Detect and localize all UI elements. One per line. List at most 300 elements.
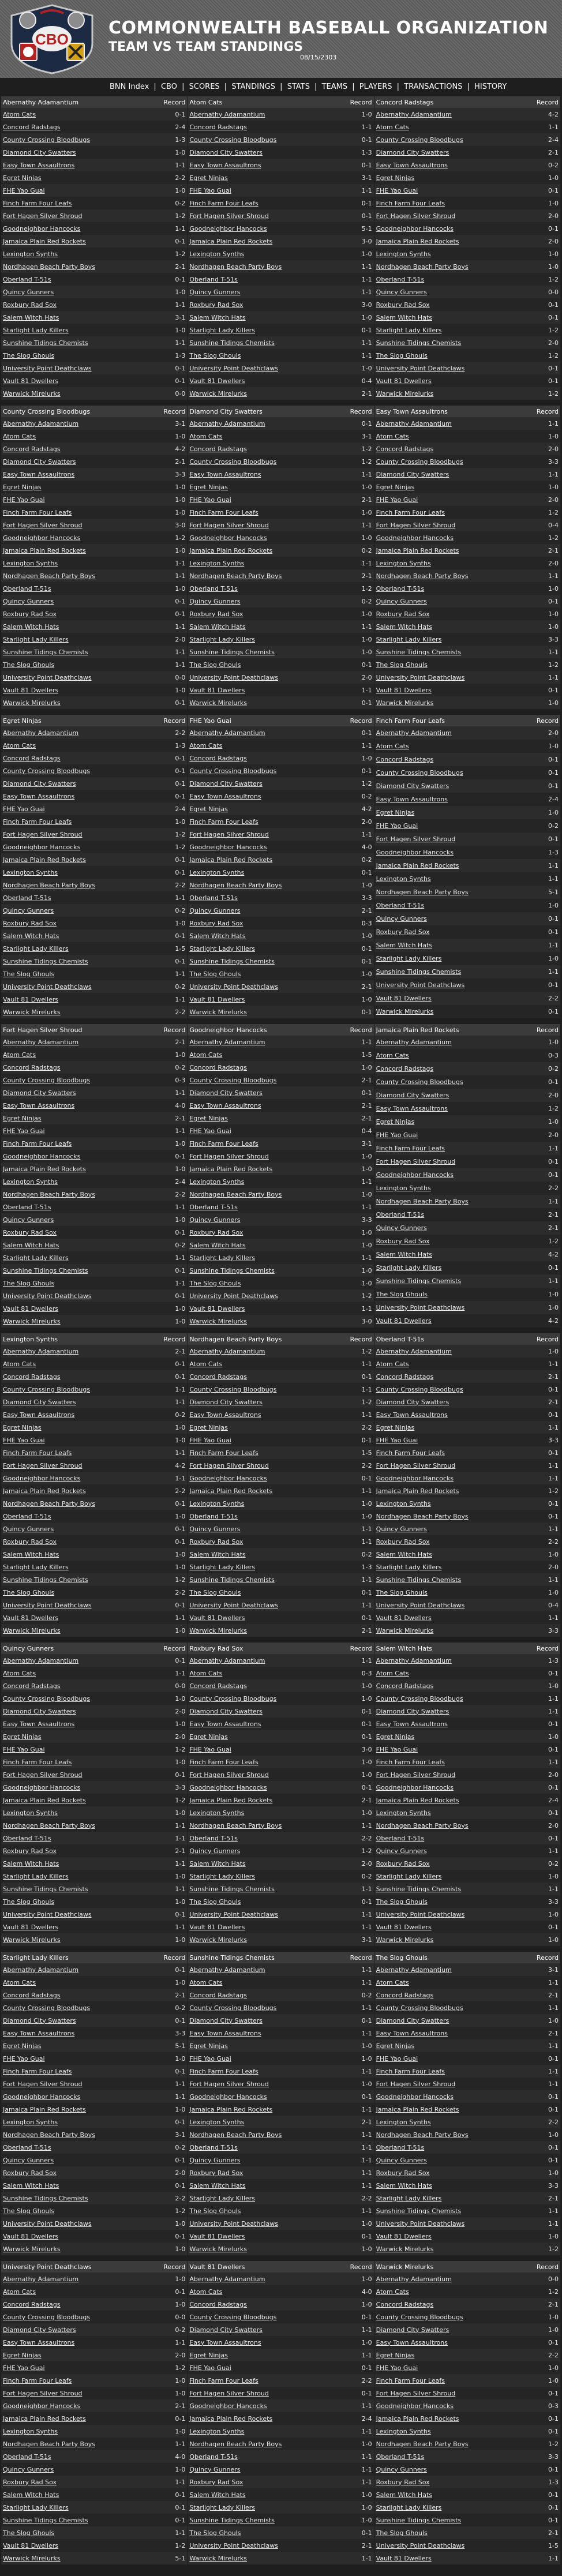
opponent-link[interactable]: Roxbury Rad Sox xyxy=(188,2166,335,2179)
opponent-link[interactable]: Concord Radstags xyxy=(1,1679,148,1692)
opponent-link[interactable]: Atom Cats xyxy=(374,1049,522,1062)
opponent-link[interactable]: Quincy Gunners xyxy=(188,1844,335,1857)
opponent-link[interactable]: Abernathy Adamantium xyxy=(188,726,335,739)
opponent-link[interactable]: Sunshine Tidings Chemists xyxy=(374,2204,522,2217)
opponent-link[interactable]: Easy Town Assaultrons xyxy=(188,468,335,481)
opponent-link[interactable]: Salem Witch Hats xyxy=(1,2488,148,2501)
opponent-link[interactable]: Warwick Mirelurks xyxy=(374,1624,522,1637)
opponent-link[interactable]: Oberland T-51s xyxy=(188,1510,335,1523)
opponent-link[interactable]: Diamond City Swatters xyxy=(188,777,335,790)
opponent-link[interactable]: Atom Cats xyxy=(374,1667,522,1679)
opponent-link[interactable]: Oberland T-51s xyxy=(374,2141,522,2154)
opponent-link[interactable]: Finch Farm Four Leafs xyxy=(188,197,335,209)
opponent-link[interactable]: Quincy Gunners xyxy=(1,2463,148,2476)
opponent-link[interactable]: Easy Town Assaultrons xyxy=(188,2336,335,2349)
opponent-link[interactable]: Goodneighbor Hancocks xyxy=(1,1150,148,1163)
opponent-link[interactable]: Roxbury Rad Sox xyxy=(374,1235,522,1248)
opponent-link[interactable]: Diamond City Swatters xyxy=(374,1089,522,1102)
opponent-link[interactable]: Finch Farm Four Leafs xyxy=(1,1446,148,1459)
opponent-link[interactable]: FHE Yao Guai xyxy=(374,1434,522,1446)
opponent-link[interactable]: Lexington Synths xyxy=(374,248,522,260)
opponent-link[interactable]: Vault 81 Dwellers xyxy=(374,1611,522,1624)
opponent-link[interactable]: County Crossing Bloodbugs xyxy=(374,2001,522,2014)
opponent-link[interactable]: Diamond City Swatters xyxy=(188,2323,335,2336)
nav-link-players[interactable]: PLAYERS xyxy=(359,83,392,91)
opponent-link[interactable]: The Slog Ghouls xyxy=(188,349,335,362)
opponent-link[interactable]: Warwick Mirelurks xyxy=(1,2243,148,2255)
opponent-link[interactable]: Jamaica Plain Red Rockets xyxy=(1,1163,148,1175)
opponent-link[interactable]: Egret Ninjas xyxy=(374,1730,522,1743)
opponent-link[interactable]: Salem Witch Hats xyxy=(1,1857,148,1870)
opponent-link[interactable]: The Slog Ghouls xyxy=(374,1586,522,1599)
opponent-link[interactable]: Warwick Mirelurks xyxy=(1,1315,148,1328)
opponent-link[interactable]: Starlight Lady Killers xyxy=(1,1251,148,1264)
opponent-link[interactable]: Nordhagen Beach Party Boys xyxy=(1,1188,148,1201)
opponent-link[interactable]: Egret Ninjas xyxy=(374,1115,522,1128)
opponent-link[interactable]: County Crossing Bloodbugs xyxy=(188,2311,335,2323)
opponent-link[interactable]: University Point Deathclaws xyxy=(374,671,522,684)
opponent-link[interactable]: FHE Yao Guai xyxy=(188,1434,335,1446)
opponent-link[interactable]: Vault 81 Dwellers xyxy=(188,2230,335,2243)
opponent-link[interactable]: Concord Radstags xyxy=(188,1370,335,1383)
opponent-link[interactable]: FHE Yao Guai xyxy=(188,184,335,197)
opponent-link[interactable]: Starlight Lady Killers xyxy=(374,952,522,965)
opponent-link[interactable]: Abernathy Adamantium xyxy=(1,417,148,430)
opponent-link[interactable]: County Crossing Bloodbugs xyxy=(1,764,148,777)
opponent-link[interactable]: FHE Yao Guai xyxy=(374,2052,522,2065)
opponent-link[interactable]: FHE Yao Guai xyxy=(188,2361,335,2374)
opponent-link[interactable]: Roxbury Rad Sox xyxy=(374,2476,522,2488)
opponent-link[interactable]: Easy Town Assaultrons xyxy=(1,2336,148,2349)
opponent-link[interactable]: Starlight Lady Killers xyxy=(1,942,148,955)
opponent-link[interactable]: Jamaica Plain Red Rockets xyxy=(374,1484,522,1497)
opponent-link[interactable]: Atom Cats xyxy=(374,740,522,753)
nav-link-history[interactable]: HISTORY xyxy=(474,83,507,91)
opponent-link[interactable]: Lexington Synths xyxy=(188,1175,335,1188)
opponent-link[interactable]: Concord Radstags xyxy=(374,1679,522,1692)
opponent-link[interactable]: Quincy Gunners xyxy=(374,595,522,608)
opponent-link[interactable]: Atom Cats xyxy=(1,739,148,752)
opponent-link[interactable]: Sunshine Tidings Chemists xyxy=(188,336,335,349)
opponent-link[interactable]: Quincy Gunners xyxy=(374,1221,522,1235)
opponent-link[interactable]: Concord Radstags xyxy=(1,1061,148,1074)
opponent-link[interactable]: Warwick Mirelurks xyxy=(188,696,335,709)
opponent-link[interactable]: Diamond City Swatters xyxy=(374,2323,522,2336)
opponent-link[interactable]: County Crossing Bloodbugs xyxy=(188,2001,335,2014)
opponent-link[interactable]: Fort Hagen Silver Shroud xyxy=(374,1155,522,1168)
opponent-link[interactable]: The Slog Ghouls xyxy=(1,1895,148,1908)
opponent-link[interactable]: Atom Cats xyxy=(188,1048,335,1061)
opponent-link[interactable]: Fort Hagen Silver Shroud xyxy=(188,2387,335,2399)
opponent-link[interactable]: Salem Witch Hats xyxy=(1,620,148,633)
opponent-link[interactable]: Warwick Mirelurks xyxy=(1,696,148,709)
opponent-link[interactable]: Starlight Lady Killers xyxy=(188,1870,335,1883)
opponent-link[interactable]: The Slog Ghouls xyxy=(374,2526,522,2539)
opponent-link[interactable]: County Crossing Bloodbugs xyxy=(374,133,522,146)
opponent-link[interactable]: Goodneighbor Hancocks xyxy=(188,2090,335,2103)
opponent-link[interactable]: Vault 81 Dwellers xyxy=(374,2552,522,2564)
opponent-link[interactable]: Oberland T-51s xyxy=(1,1832,148,1844)
opponent-link[interactable]: Jamaica Plain Red Rockets xyxy=(188,544,335,557)
opponent-link[interactable]: University Point Deathclaws xyxy=(374,1301,522,1314)
opponent-link[interactable]: Egret Ninjas xyxy=(374,1421,522,1434)
opponent-link[interactable]: Warwick Mirelurks xyxy=(374,696,522,709)
opponent-link[interactable]: Quincy Gunners xyxy=(188,286,335,298)
opponent-link[interactable]: The Slog Ghouls xyxy=(374,1895,522,1908)
opponent-link[interactable]: University Point Deathclaws xyxy=(188,1908,335,1921)
opponent-link[interactable]: FHE Yao Guai xyxy=(1,2361,148,2374)
opponent-link[interactable]: FHE Yao Guai xyxy=(188,1124,335,1137)
opponent-link[interactable]: Concord Radstags xyxy=(1,121,148,133)
opponent-link[interactable]: University Point Deathclaws xyxy=(1,1908,148,1921)
opponent-link[interactable]: Nordhagen Beach Party Boys xyxy=(1,260,148,273)
opponent-link[interactable]: University Point Deathclaws xyxy=(374,1599,522,1611)
opponent-link[interactable]: Quincy Gunners xyxy=(188,2154,335,2166)
opponent-link[interactable]: Fort Hagen Silver Shroud xyxy=(374,209,522,222)
opponent-link[interactable]: Egret Ninjas xyxy=(1,481,148,493)
opponent-link[interactable]: Jamaica Plain Red Rockets xyxy=(188,2412,335,2425)
opponent-link[interactable]: Finch Farm Four Leafs xyxy=(188,506,335,519)
opponent-link[interactable]: University Point Deathclaws xyxy=(188,2217,335,2230)
opponent-link[interactable]: Salem Witch Hats xyxy=(188,620,335,633)
opponent-link[interactable]: Goodneighbor Hancocks xyxy=(1,1781,148,1794)
opponent-link[interactable]: Vault 81 Dwellers xyxy=(374,1921,522,1933)
opponent-link[interactable]: Quincy Gunners xyxy=(1,1213,148,1226)
opponent-link[interactable]: Sunshine Tidings Chemists xyxy=(188,1883,335,1895)
opponent-link[interactable]: Lexington Synths xyxy=(374,1182,522,1195)
opponent-link[interactable]: Abernathy Adamantium xyxy=(188,1036,335,1048)
opponent-link[interactable]: Diamond City Swatters xyxy=(188,1396,335,1408)
opponent-link[interactable]: Egret Ninjas xyxy=(188,1112,335,1124)
opponent-link[interactable]: Atom Cats xyxy=(188,1358,335,1370)
opponent-link[interactable]: Sunshine Tidings Chemists xyxy=(1,2192,148,2204)
opponent-link[interactable]: Atom Cats xyxy=(188,430,335,443)
opponent-link[interactable]: Lexington Synths xyxy=(188,1497,335,1510)
opponent-link[interactable]: Concord Radstags xyxy=(188,2298,335,2311)
opponent-link[interactable]: Concord Radstags xyxy=(188,1061,335,1074)
opponent-link[interactable]: Nordhagen Beach Party Boys xyxy=(1,569,148,582)
opponent-link[interactable]: Fort Hagen Silver Shroud xyxy=(188,209,335,222)
opponent-link[interactable]: Starlight Lady Killers xyxy=(374,2501,522,2514)
opponent-link[interactable]: The Slog Ghouls xyxy=(1,1277,148,1289)
opponent-link[interactable]: Oberland T-51s xyxy=(188,1201,335,1213)
opponent-link[interactable]: Quincy Gunners xyxy=(374,2154,522,2166)
opponent-link[interactable]: Oberland T-51s xyxy=(188,273,335,286)
opponent-link[interactable]: Diamond City Swatters xyxy=(374,779,522,793)
opponent-link[interactable]: Salem Witch Hats xyxy=(374,620,522,633)
opponent-link[interactable]: Easy Town Assaultrons xyxy=(1,1718,148,1730)
opponent-link[interactable]: Diamond City Swatters xyxy=(374,1396,522,1408)
opponent-link[interactable]: County Crossing Bloodbugs xyxy=(188,764,335,777)
opponent-link[interactable]: Goodneighbor Hancocks xyxy=(374,2090,522,2103)
opponent-link[interactable]: Easy Town Assaultrons xyxy=(374,793,522,806)
opponent-link[interactable]: Sunshine Tidings Chemists xyxy=(374,1274,522,1288)
opponent-link[interactable]: Abernathy Adamantium xyxy=(188,2273,335,2285)
opponent-link[interactable]: Starlight Lady Killers xyxy=(188,942,335,955)
opponent-link[interactable]: Goodneighbor Hancocks xyxy=(188,1472,335,1484)
opponent-link[interactable]: The Slog Ghouls xyxy=(1,968,148,980)
opponent-link[interactable]: County Crossing Bloodbugs xyxy=(374,2311,522,2323)
opponent-link[interactable]: Atom Cats xyxy=(188,1976,335,1989)
opponent-link[interactable]: Lexington Synths xyxy=(1,248,148,260)
opponent-link[interactable]: FHE Yao Guai xyxy=(1,803,148,815)
opponent-link[interactable]: Sunshine Tidings Chemists xyxy=(374,1883,522,1895)
opponent-link[interactable]: University Point Deathclaws xyxy=(1,1289,148,1302)
opponent-link[interactable]: Concord Radstags xyxy=(1,2298,148,2311)
opponent-link[interactable]: Easy Town Assaultrons xyxy=(188,2027,335,2039)
opponent-link[interactable]: Nordhagen Beach Party Boys xyxy=(188,2438,335,2450)
opponent-link[interactable]: Oberland T-51s xyxy=(1,1201,148,1213)
opponent-link[interactable]: Abernathy Adamantium xyxy=(374,1036,522,1049)
opponent-link[interactable]: Finch Farm Four Leafs xyxy=(1,2065,148,2078)
opponent-link[interactable]: Jamaica Plain Red Rockets xyxy=(188,2103,335,2116)
opponent-link[interactable]: Atom Cats xyxy=(1,1358,148,1370)
opponent-link[interactable]: Starlight Lady Killers xyxy=(374,633,522,646)
opponent-link[interactable]: Vault 81 Dwellers xyxy=(188,1302,335,1315)
opponent-link[interactable]: Quincy Gunners xyxy=(188,2463,335,2476)
opponent-link[interactable]: Sunshine Tidings Chemists xyxy=(188,2514,335,2526)
opponent-link[interactable]: Starlight Lady Killers xyxy=(374,324,522,336)
opponent-link[interactable]: Salem Witch Hats xyxy=(188,2488,335,2501)
opponent-link[interactable]: Roxbury Rad Sox xyxy=(188,298,335,311)
opponent-link[interactable]: Goodneighbor Hancocks xyxy=(374,1781,522,1794)
opponent-link[interactable]: Oberland T-51s xyxy=(188,2141,335,2154)
opponent-link[interactable]: FHE Yao Guai xyxy=(374,1128,522,1142)
opponent-link[interactable]: Starlight Lady Killers xyxy=(188,2501,335,2514)
opponent-link[interactable]: Vault 81 Dwellers xyxy=(1,1921,148,1933)
opponent-link[interactable]: Nordhagen Beach Party Boys xyxy=(188,879,335,891)
opponent-link[interactable]: County Crossing Bloodbugs xyxy=(1,1692,148,1705)
opponent-link[interactable]: Sunshine Tidings Chemists xyxy=(188,1264,335,1277)
opponent-link[interactable]: Salem Witch Hats xyxy=(1,311,148,324)
opponent-link[interactable]: Fort Hagen Silver Shroud xyxy=(188,1150,335,1163)
opponent-link[interactable]: Easy Town Assaultrons xyxy=(188,1099,335,1112)
opponent-link[interactable]: Goodneighbor Hancocks xyxy=(188,2399,335,2412)
opponent-link[interactable]: Starlight Lady Killers xyxy=(188,2192,335,2204)
opponent-link[interactable]: Egret Ninjas xyxy=(1,2349,148,2361)
opponent-link[interactable]: Lexington Synths xyxy=(188,1806,335,1819)
opponent-link[interactable]: Fort Hagen Silver Shroud xyxy=(1,1768,148,1781)
nav-link-teams[interactable]: TEAMS xyxy=(321,83,348,91)
opponent-link[interactable]: Salem Witch Hats xyxy=(374,1548,522,1561)
opponent-link[interactable]: University Point Deathclaws xyxy=(188,1599,335,1611)
opponent-link[interactable]: Easy Town Assaultrons xyxy=(374,159,522,171)
opponent-link[interactable]: Quincy Gunners xyxy=(374,1844,522,1857)
opponent-link[interactable]: The Slog Ghouls xyxy=(188,1895,335,1908)
opponent-link[interactable]: Nordhagen Beach Party Boys xyxy=(188,569,335,582)
opponent-link[interactable]: Lexington Synths xyxy=(374,2425,522,2438)
opponent-link[interactable]: Concord Radstags xyxy=(374,753,522,766)
opponent-link[interactable]: University Point Deathclaws xyxy=(188,362,335,374)
opponent-link[interactable]: Lexington Synths xyxy=(188,2116,335,2128)
opponent-link[interactable]: Egret Ninjas xyxy=(188,171,335,184)
opponent-link[interactable]: Fort Hagen Silver Shroud xyxy=(188,828,335,841)
opponent-link[interactable]: Oberland T-51s xyxy=(1,891,148,904)
opponent-link[interactable]: Diamond City Swatters xyxy=(374,468,522,481)
opponent-link[interactable]: Salem Witch Hats xyxy=(374,939,522,952)
opponent-link[interactable]: Salem Witch Hats xyxy=(1,2179,148,2192)
opponent-link[interactable]: Jamaica Plain Red Rockets xyxy=(1,1484,148,1497)
opponent-link[interactable]: Quincy Gunners xyxy=(1,286,148,298)
opponent-link[interactable]: Vault 81 Dwellers xyxy=(374,1314,522,1328)
opponent-link[interactable]: Roxbury Rad Sox xyxy=(374,298,522,311)
opponent-link[interactable]: Nordhagen Beach Party Boys xyxy=(1,2128,148,2141)
opponent-link[interactable]: Jamaica Plain Red Rockets xyxy=(188,853,335,866)
opponent-link[interactable]: University Point Deathclaws xyxy=(1,980,148,993)
opponent-link[interactable]: FHE Yao Guai xyxy=(374,819,522,833)
opponent-link[interactable]: Starlight Lady Killers xyxy=(1,2501,148,2514)
opponent-link[interactable]: Concord Radstags xyxy=(374,2298,522,2311)
opponent-link[interactable]: Lexington Synths xyxy=(188,557,335,569)
opponent-link[interactable]: The Slog Ghouls xyxy=(1,2526,148,2539)
opponent-link[interactable]: The Slog Ghouls xyxy=(188,658,335,671)
opponent-link[interactable]: Quincy Gunners xyxy=(374,1523,522,1535)
opponent-link[interactable]: FHE Yao Guai xyxy=(1,184,148,197)
opponent-link[interactable]: Sunshine Tidings Chemists xyxy=(374,1573,522,1586)
opponent-link[interactable]: The Slog Ghouls xyxy=(188,2526,335,2539)
opponent-link[interactable]: Nordhagen Beach Party Boys xyxy=(374,2438,522,2450)
opponent-link[interactable]: Nordhagen Beach Party Boys xyxy=(1,2438,148,2450)
opponent-link[interactable]: Roxbury Rad Sox xyxy=(1,298,148,311)
opponent-link[interactable]: Easy Town Assaultrons xyxy=(374,1408,522,1421)
opponent-link[interactable]: Quincy Gunners xyxy=(374,2463,522,2476)
opponent-link[interactable]: University Point Deathclaws xyxy=(374,2217,522,2230)
opponent-link[interactable]: Quincy Gunners xyxy=(188,595,335,608)
opponent-link[interactable]: Lexington Synths xyxy=(188,248,335,260)
opponent-link[interactable]: Diamond City Swatters xyxy=(188,2014,335,2027)
opponent-link[interactable]: Jamaica Plain Red Rockets xyxy=(188,1163,335,1175)
opponent-link[interactable]: Warwick Mirelurks xyxy=(374,2243,522,2255)
opponent-link[interactable]: Fort Hagen Silver Shroud xyxy=(188,1768,335,1781)
opponent-link[interactable]: Abernathy Adamantium xyxy=(374,726,522,740)
opponent-link[interactable]: Warwick Mirelurks xyxy=(374,387,522,400)
opponent-link[interactable]: Lexington Synths xyxy=(1,2425,148,2438)
opponent-link[interactable]: Lexington Synths xyxy=(374,1806,522,1819)
opponent-link[interactable]: County Crossing Bloodbugs xyxy=(374,1075,522,1089)
opponent-link[interactable]: Fort Hagen Silver Shroud xyxy=(188,2078,335,2090)
opponent-link[interactable]: Atom Cats xyxy=(1,1667,148,1679)
opponent-link[interactable]: The Slog Ghouls xyxy=(374,349,522,362)
opponent-link[interactable]: Nordhagen Beach Party Boys xyxy=(374,2128,522,2141)
opponent-link[interactable]: County Crossing Bloodbugs xyxy=(374,766,522,779)
opponent-link[interactable]: Concord Radstags xyxy=(374,1370,522,1383)
opponent-link[interactable]: Jamaica Plain Red Rockets xyxy=(1,2103,148,2116)
opponent-link[interactable]: Sunshine Tidings Chemists xyxy=(1,1883,148,1895)
opponent-link[interactable]: Vault 81 Dwellers xyxy=(188,374,335,387)
opponent-link[interactable]: Concord Radstags xyxy=(374,443,522,455)
opponent-link[interactable]: Abernathy Adamantium xyxy=(1,1036,148,1048)
opponent-link[interactable]: Salem Witch Hats xyxy=(188,1239,335,1251)
opponent-link[interactable]: Abernathy Adamantium xyxy=(1,726,148,739)
opponent-link[interactable]: Roxbury Rad Sox xyxy=(188,917,335,929)
opponent-link[interactable]: Sunshine Tidings Chemists xyxy=(188,646,335,658)
opponent-link[interactable]: Goodneighbor Hancocks xyxy=(1,531,148,544)
opponent-link[interactable]: Quincy Gunners xyxy=(188,1213,335,1226)
opponent-link[interactable]: The Slog Ghouls xyxy=(188,2204,335,2217)
opponent-link[interactable]: Starlight Lady Killers xyxy=(188,1561,335,1573)
opponent-link[interactable]: County Crossing Bloodbugs xyxy=(374,455,522,468)
opponent-link[interactable]: Roxbury Rad Sox xyxy=(1,608,148,620)
opponent-link[interactable]: University Point Deathclaws xyxy=(1,362,148,374)
opponent-link[interactable]: Salem Witch Hats xyxy=(374,311,522,324)
opponent-link[interactable]: FHE Yao Guai xyxy=(374,493,522,506)
opponent-link[interactable]: Concord Radstags xyxy=(188,1989,335,2001)
opponent-link[interactable]: FHE Yao Guai xyxy=(1,493,148,506)
opponent-link[interactable]: Egret Ninjas xyxy=(374,2039,522,2052)
opponent-link[interactable]: FHE Yao Guai xyxy=(374,1743,522,1756)
opponent-link[interactable]: Jamaica Plain Red Rockets xyxy=(188,1794,335,1806)
opponent-link[interactable]: Lexington Synths xyxy=(374,1497,522,1510)
opponent-link[interactable]: Jamaica Plain Red Rockets xyxy=(374,2103,522,2116)
opponent-link[interactable]: Quincy Gunners xyxy=(1,2154,148,2166)
nav-link-scores[interactable]: SCORES xyxy=(189,83,220,91)
opponent-link[interactable]: Lexington Synths xyxy=(374,557,522,569)
opponent-link[interactable]: Salem Witch Hats xyxy=(374,2488,522,2501)
opponent-link[interactable]: Finch Farm Four Leafs xyxy=(374,2374,522,2387)
opponent-link[interactable]: Easy Town Assaultrons xyxy=(1,1408,148,1421)
opponent-link[interactable]: Egret Ninjas xyxy=(1,171,148,184)
opponent-link[interactable]: University Point Deathclaws xyxy=(1,2217,148,2230)
opponent-link[interactable]: Finch Farm Four Leafs xyxy=(188,815,335,828)
opponent-link[interactable]: Vault 81 Dwellers xyxy=(374,374,522,387)
opponent-link[interactable]: Egret Ninjas xyxy=(374,2349,522,2361)
opponent-link[interactable]: Roxbury Rad Sox xyxy=(1,917,148,929)
opponent-link[interactable]: Atom Cats xyxy=(1,1976,148,1989)
opponent-link[interactable]: Nordhagen Beach Party Boys xyxy=(188,2128,335,2141)
opponent-link[interactable]: Finch Farm Four Leafs xyxy=(188,1137,335,1150)
opponent-link[interactable]: Diamond City Swatters xyxy=(1,146,148,159)
opponent-link[interactable]: Finch Farm Four Leafs xyxy=(188,2065,335,2078)
opponent-link[interactable]: Sunshine Tidings Chemists xyxy=(1,955,148,968)
opponent-link[interactable]: Diamond City Swatters xyxy=(374,1705,522,1718)
opponent-link[interactable]: Egret Ninjas xyxy=(374,171,522,184)
opponent-link[interactable]: Oberland T-51s xyxy=(374,2450,522,2463)
opponent-link[interactable]: Easy Town Assaultrons xyxy=(1,159,148,171)
opponent-link[interactable]: Vault 81 Dwellers xyxy=(1,2230,148,2243)
opponent-link[interactable]: Quincy Gunners xyxy=(188,904,335,917)
opponent-link[interactable]: Diamond City Swatters xyxy=(1,777,148,790)
opponent-link[interactable]: Warwick Mirelurks xyxy=(374,1005,522,1018)
opponent-link[interactable]: Atom Cats xyxy=(188,2285,335,2298)
opponent-link[interactable]: Jamaica Plain Red Rockets xyxy=(188,235,335,248)
opponent-link[interactable]: Salem Witch Hats xyxy=(188,2179,335,2192)
opponent-link[interactable]: Salem Witch Hats xyxy=(188,1857,335,1870)
opponent-link[interactable]: Starlight Lady Killers xyxy=(188,324,335,336)
opponent-link[interactable]: Sunshine Tidings Chemists xyxy=(1,1264,148,1277)
opponent-link[interactable]: Warwick Mirelurks xyxy=(188,387,335,400)
opponent-link[interactable]: Abernathy Adamantium xyxy=(374,417,522,430)
opponent-link[interactable]: Lexington Synths xyxy=(1,2116,148,2128)
opponent-link[interactable]: Finch Farm Four Leafs xyxy=(374,1142,522,1155)
opponent-link[interactable]: The Slog Ghouls xyxy=(1,349,148,362)
opponent-link[interactable]: Nordhagen Beach Party Boys xyxy=(374,1819,522,1832)
opponent-link[interactable]: Oberland T-51s xyxy=(1,2450,148,2463)
opponent-link[interactable]: Oberland T-51s xyxy=(188,582,335,595)
opponent-link[interactable]: Lexington Synths xyxy=(188,866,335,879)
opponent-link[interactable]: Fort Hagen Silver Shroud xyxy=(374,1768,522,1781)
opponent-link[interactable]: Roxbury Rad Sox xyxy=(1,1226,148,1239)
opponent-link[interactable]: Abernathy Adamantium xyxy=(188,1345,335,1358)
opponent-link[interactable]: FHE Yao Guai xyxy=(1,1743,148,1756)
opponent-link[interactable]: Vault 81 Dwellers xyxy=(188,1921,335,1933)
opponent-link[interactable]: Easy Town Assaultrons xyxy=(374,1102,522,1115)
opponent-link[interactable]: Abernathy Adamantium xyxy=(188,1963,335,1976)
opponent-link[interactable]: Concord Radstags xyxy=(188,121,335,133)
opponent-link[interactable]: Jamaica Plain Red Rockets xyxy=(374,1794,522,1806)
opponent-link[interactable]: Sunshine Tidings Chemists xyxy=(374,2514,522,2526)
opponent-link[interactable]: Diamond City Swatters xyxy=(1,1086,148,1099)
opponent-link[interactable]: Abernathy Adamantium xyxy=(1,1654,148,1667)
